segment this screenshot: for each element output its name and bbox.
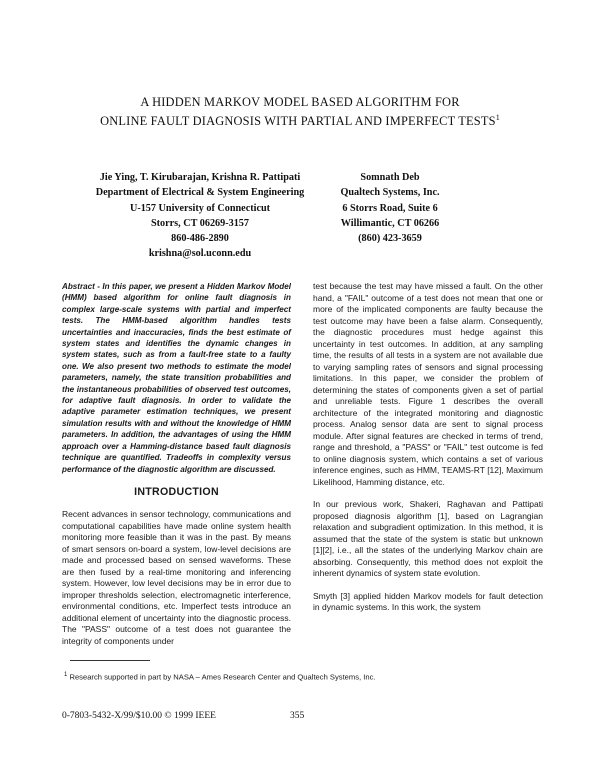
author-phone: (860) 423-3659 (358, 233, 422, 245)
paper-title (40, 94, 560, 129)
page-number: 355 (290, 711, 305, 721)
author-unit: U-157 University of Connecticut (129, 202, 271, 214)
footnote (64, 672, 544, 682)
abstract: Abstract - In this paper, we present a Hidden Markov Model (HMM) based algorithm for online fault diagnosis in complex large-scale systems with partial and imperfect tests. The HMM-based algorithm handles tests uncertainties and inaccuracies, finds the best estimate of system states and identifies the dynamic changes in system states, such as from a fault-free state to a faulty one. We also present two methods to estimate the model parameters, namely, the state transition probabilities and the instantaneous probabilities of observed test outcomes, for adaptive fault diagnosis. In order to validate the adaptive parameter estimation techniques, we present simulation results with and without the knowledge of HMM parameters. In addition, the advantages of using the HMM approach over a Hamming-distance based fault diagnosis technique are quantified. Tradeoffs in complexity versus performance of the diagnostic algorithm are discussed. (62, 282, 291, 474)
left-column (62, 281, 291, 647)
body-paragraph-2: In our previous work, Shakeri, Raghavan and Pattipati proposed diagnosis algorithm [1], based on Lagrangian relaxation and subgradient optimization. In this method, it is assumed that the state of the system is static but unknown [1][2], i.e., all the states of the underlying Markov chain are absorbing. Consequently, this method does not exploit the inherent dynamics of system state evolution. (313, 499, 543, 578)
author-street: 6 Storrs Road, Suite 6 (342, 202, 438, 214)
title-footnote-mark: 1 (495, 113, 500, 122)
title-line-2: ONLINE FAULT DIAGNOSIS WITH PARTIAL AND IMPERFECT TESTS$^1$ (100, 113, 500, 129)
right-column (313, 281, 543, 614)
author-names: Jie Ying, T. Kirubarajan, Krishna R. Pattipati (99, 172, 301, 183)
author-city: Storrs, CT 06269-3157 (150, 217, 249, 229)
author-phone: 860-486-2890 (171, 233, 229, 245)
footnote-mark: 1 (64, 672, 68, 678)
author-email: krishna@sol.uconn.edu (148, 248, 252, 260)
footnote-text: Research supported in part by NASA – Ames Research Center and Qualtech Systems, Inc. (69, 672, 376, 682)
body-paragraph-3: Smyth [3] applied hidden Markov models for fault detection in dynamic systems. In this work, the system (313, 590, 543, 612)
author-name: Somnath Deb (360, 172, 420, 183)
title-line-1: A HIDDEN MARKOV MODEL BASED ALGORITHM FOR (140, 95, 460, 109)
author-city: Willimantic, CT 06266 (340, 217, 440, 229)
body-paragraph-1: test because the test may have missed a fault. On the other hand, a "FAIL" outcome of a test does not mean that one or more of the implicated components are faulty because the test outcome may have been a false alarm. Consequently, the diagnostic procedures must hedge against this uncertainty in test outcomes. In addition, at any sampling time, the results of all tests in a system are not available due to varying sampling rates of sensors and signal processing limitations. In this paper, we consider the problem of determining the states of components given a set of partial and unreliable tests. Figure 1 describes the overall architecture of the integrated monitoring and diagnostic process. Analog sensor data are sent to signal process module. After signal features are checked in terms of trend, range and threshold, a "PASS" or "FAIL" test outcome is fed to online diagnosis system, which contains a set of various inference engines, such as HMM, TEAMS-RT [12], Maximum Likelihood, Hamming distance, etc. (313, 281, 543, 487)
author-department: Department of Electrical & System Engineering (95, 187, 305, 199)
author-block-left (80, 170, 320, 262)
introduction-paragraph: Recent advances in sensor technology, communications and computational capabilities have made online system health monitoring more feasible than it was in the past. By means of smart sensors on-board a system, low-level decisions are made and processed based on sensed waveforms. These are then fused by a real-time monitoring and inferencing system. However, low level decisions may be in error due to improper thresholds selection, electromagnetic interference, environmental conditions, etc. Imperfect tests introduce an additional element of uncertainty into the diagnostic process. The "PASS" outcome of a test does not guarantee the integrity of components under (62, 509, 291, 646)
section-heading-introduction: INTRODUCTION (134, 485, 219, 498)
author-company: Qualtech Systems, Inc. (340, 187, 440, 199)
copyright-line: 0-7803-5432-X/99/$10.00 © 1999 IEEE (62, 711, 216, 721)
author-block-right (305, 170, 475, 246)
footnote-divider (70, 660, 150, 661)
